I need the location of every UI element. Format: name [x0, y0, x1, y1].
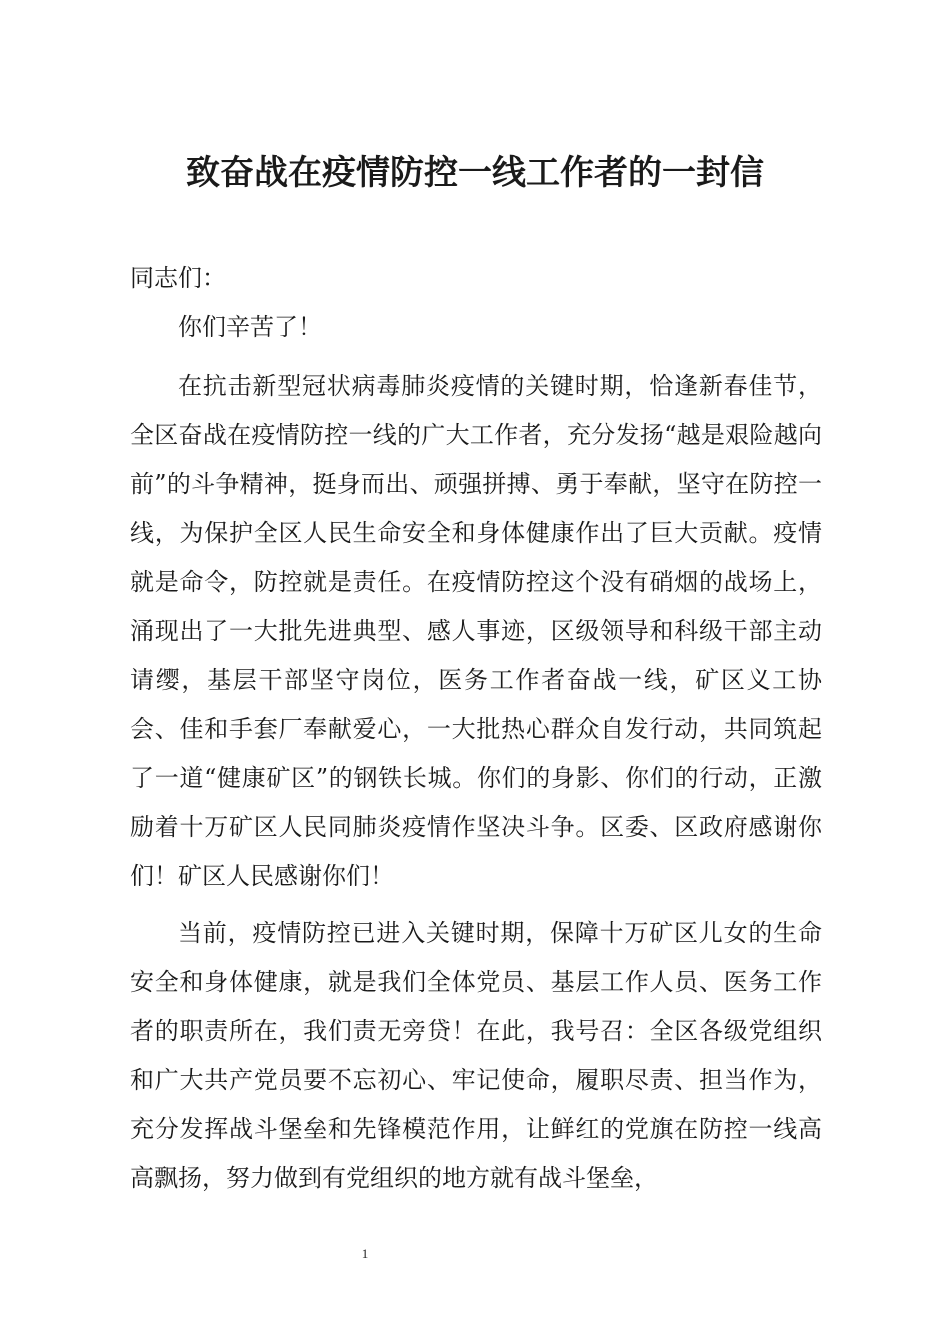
page-number: 1 [361, 1246, 369, 1261]
letter-body [130, 254, 822, 1211]
document-title: 致奋战在疫情防控一线工作者的一封信 [186, 153, 764, 193]
salutation: 同志们： [130, 264, 226, 292]
greeting-line: 你们辛苦了！ [178, 313, 322, 341]
body-paragraph-2: 当前，疫情防控已进入关键时期，保障十万矿区儿女的生命安全和身体健康，就是我们全体党员、基层工作人员、医务工作者的职责所在，我们责无旁贷！在此，我号召：全区各级党组织和广大共产党员要不忘初心、牢记使命，履职尽责、担当作为，充分发挥战斗堡垒和先锋模范作用，让鲜红的党旗在防控一线高高飘扬，努力做到有党组织的地方就有战斗堡垒， [130, 919, 822, 1192]
body-paragraph-1: 在抗击新型冠状病毒肺炎疫情的关键时期，恰逢新春佳节，全区奋战在疫情防控一线的广大工作者，充分发扬“越是艰险越向前”的斗争精神，挺身而出、顽强拼搏、勇于奉献，坚守在防控一线，为保护全区人民生命安全和身体健康作出了巨大贡献。疫情就是命令，防控就是责任。在疫情防控这个没有硝烟的战场上，涌现出了一大批先进典型、感人事迹，区级领导和科级干部主动请缨，基层干部坚守岗位，医务工作者奋战一线，矿区义工协会、佳和手套厂奉献爱心，一大批热心群众自发行动，共同筑起了一道“健康矿区”的钢铁长城。你们的身影、你们的行动，正激励着十万矿区人民同肺炎疫情作坚决斗争。区委、区政府感谢你们！矿区人民感谢你们！ [130, 372, 822, 890]
